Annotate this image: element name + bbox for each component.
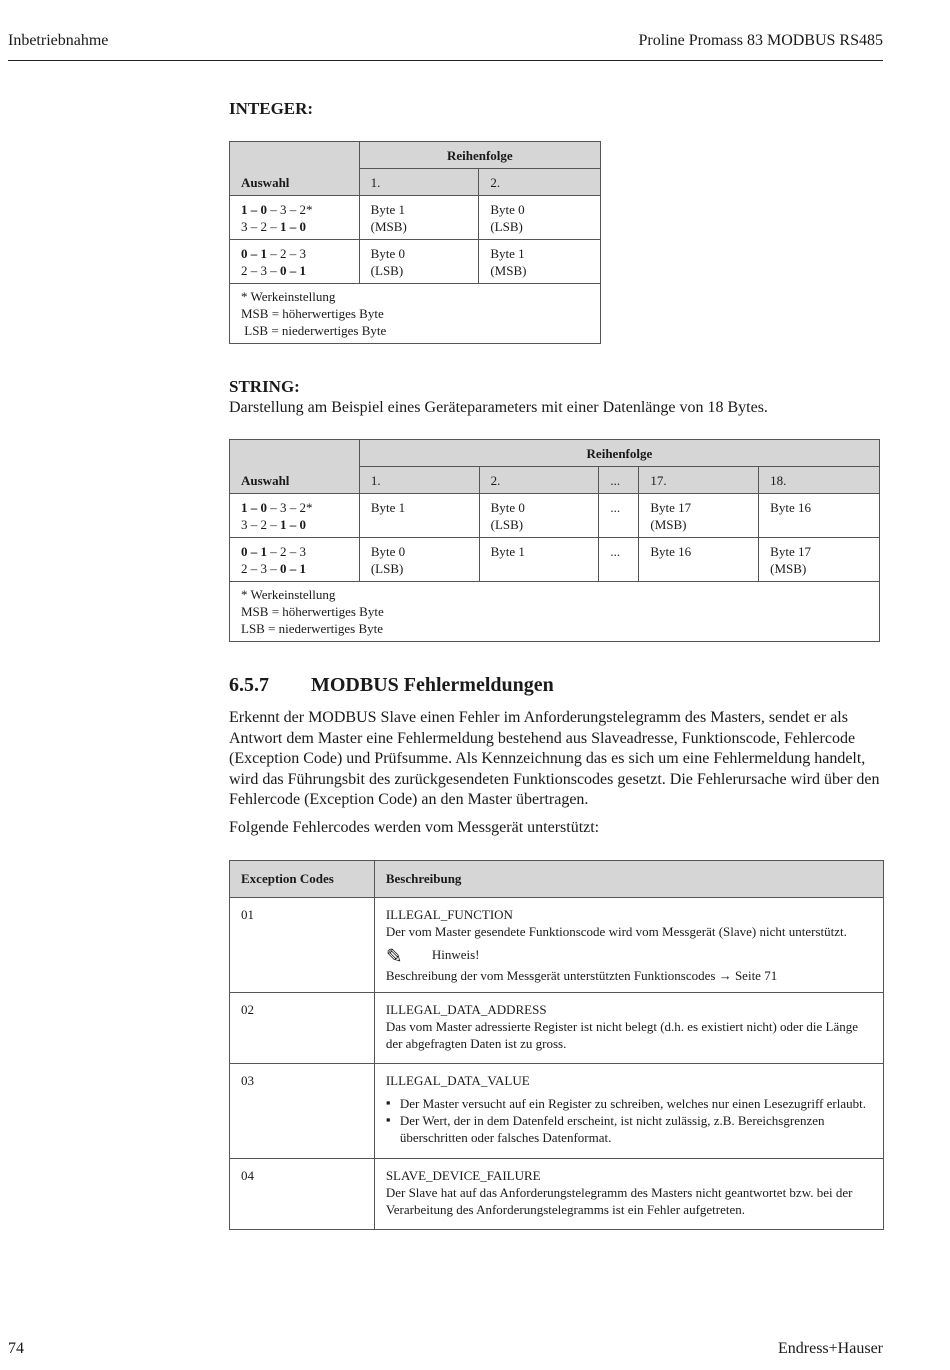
cell-line: Byte 0 <box>490 500 525 515</box>
cell-line: Byte 0 <box>370 544 406 559</box>
sel-bold: 1 – 0 <box>241 202 267 217</box>
sel-rest: 3 – 2 – <box>241 517 280 532</box>
integer-header-col2: 2. <box>479 169 601 196</box>
cell-line: (LSB) <box>490 219 523 234</box>
integer-cell <box>479 196 601 240</box>
string-cell <box>639 494 759 538</box>
header-chapter: Inbetriebnahme <box>8 32 109 49</box>
exception-name: ILLEGAL_DATA_VALUE <box>385 1073 530 1088</box>
exception-description <box>374 993 883 1064</box>
cell-line: Byte 16 <box>650 544 692 559</box>
table-row <box>230 898 884 993</box>
string-cell: ... <box>599 538 639 582</box>
table-row <box>230 240 601 284</box>
sel-bold: 1 – 0 <box>280 517 306 532</box>
cell-line: Byte 1 <box>370 500 406 515</box>
exception-description <box>374 898 883 993</box>
string-selection-cell <box>230 538 360 582</box>
string-cell <box>759 494 880 538</box>
string-table <box>229 439 880 642</box>
integer-cell <box>359 240 479 284</box>
cell-line: Byte 17 <box>770 544 811 559</box>
cell-line: Byte 16 <box>770 500 811 515</box>
page-number: 74 <box>8 1340 24 1357</box>
string-cell <box>759 538 880 582</box>
cell-line: Byte 1 <box>490 544 525 559</box>
sel-rest: 3 – 2 – <box>241 219 280 234</box>
string-header-reihenfolge: Reihenfolge <box>359 440 879 467</box>
sel-bold: 1 – 0 <box>280 219 306 234</box>
string-cell: ... <box>599 494 639 538</box>
cell-line: (MSB) <box>650 517 687 532</box>
string-cell <box>359 538 479 582</box>
cell-line: (LSB) <box>490 517 524 532</box>
section-paragraph-intro: Folgende Fehlercodes werden vom Messgerät unterstützt: <box>229 819 600 836</box>
cell-line: (MSB) <box>770 561 807 576</box>
list-item: ▪ Der Master versucht auf ein Register zu schreiben, welches nur einen Lesezugriff erlaubt. <box>386 1095 872 1112</box>
cell-line: (MSB) <box>490 263 527 278</box>
note-line: * Werkeinstellung <box>241 289 336 304</box>
cell-line: (LSB) <box>370 263 404 278</box>
string-notes <box>230 582 880 642</box>
hint-text: Beschreibung der vom Messgerät unterstützten Funktionscodes → Seite 71 <box>385 967 778 983</box>
exception-description <box>374 1159 883 1230</box>
string-cell <box>359 494 479 538</box>
table-row <box>230 1064 884 1159</box>
integer-notes <box>230 284 601 344</box>
hint-row <box>385 943 872 968</box>
string-cell <box>479 494 599 538</box>
exception-code: 02 <box>230 993 375 1064</box>
string-header-col: ... <box>599 467 639 494</box>
section-number: 6.5.7 <box>229 674 269 696</box>
string-header-col: 2. <box>479 467 599 494</box>
exception-name: ILLEGAL_FUNCTION <box>385 907 513 922</box>
footer-brand: Endress+Hauser <box>778 1340 883 1357</box>
integer-cell <box>359 196 479 240</box>
section-title-text: MODBUS Fehlermeldungen <box>311 674 554 696</box>
string-header-col: 1. <box>359 467 479 494</box>
note-line: MSB = höherwertiges Byte <box>241 604 384 619</box>
cell-line: (LSB) <box>370 561 404 576</box>
note-line: MSB = höherwertiges Byte <box>241 306 384 321</box>
table-row <box>230 196 601 240</box>
sel-rest: – 2 – 3 <box>267 544 306 559</box>
integer-header-col1: 1. <box>359 169 479 196</box>
list-item: ▪ Der Wert, der in dem Datenfeld erscheint, ist nicht zulässig, z.B. Bereichsgrenzen überschritten oder falsches Datenformat. <box>386 1112 872 1146</box>
exception-description <box>374 1064 883 1159</box>
exception-bullet-list <box>386 1095 872 1146</box>
exception-table <box>229 860 884 1230</box>
header-rule <box>8 60 883 61</box>
table-row <box>230 494 880 538</box>
integer-header-empty <box>230 142 360 169</box>
integer-header-reihenfolge: Reihenfolge <box>359 142 600 169</box>
cell-line: Byte 0 <box>490 202 525 217</box>
string-intro: Darstellung am Beispiel eines Geräteparameters mit einer Datenlänge von 18 Bytes. <box>229 399 768 416</box>
table-row <box>230 993 884 1064</box>
exception-header-desc: Beschreibung <box>374 861 883 898</box>
exception-code: 01 <box>230 898 375 993</box>
integer-selection-cell <box>230 196 360 240</box>
cell-line: Byte 17 <box>650 500 692 515</box>
string-header-auswahl: Auswahl <box>230 467 360 494</box>
exception-text: Das vom Master adressierte Register ist nicht belegt (d.h. es existiert nicht) oder die Länge der abgefragten Daten ist zu gross. <box>385 1019 859 1051</box>
sel-rest: 2 – 3 – <box>241 561 280 576</box>
string-header-col: 17. <box>639 467 759 494</box>
sel-rest: 2 – 3 – <box>241 263 280 278</box>
table-row <box>230 1159 884 1230</box>
integer-header-auswahl: Auswahl <box>230 169 360 196</box>
cell-line: Byte 0 <box>370 246 405 261</box>
cell-line: Byte 1 <box>370 202 405 217</box>
pencil-note-icon: ✎ <box>385 943 403 968</box>
integer-selection-cell <box>230 240 360 284</box>
string-cell <box>639 538 759 582</box>
hint-label: Hinweis! <box>431 947 480 962</box>
cell-line: (MSB) <box>370 219 407 234</box>
integer-cell <box>479 240 601 284</box>
string-selection-cell <box>230 494 360 538</box>
note-line: LSB = niederwertiges Byte <box>241 621 383 636</box>
sel-rest: – 3 – 2* <box>267 202 313 217</box>
section-title <box>229 674 554 697</box>
section-paragraph: Erkennt der MODBUS Slave einen Fehler im Anforderungstelegramm des Masters, sendet er als Antwort dem Master eine Fehlermeldung bestehend aus Slaveadresse, Funktionscode, Fehlercode (Exception Code) und Prüfsumme. Als Kennzeichnung das es sich um eine Fehlermeldung handelt, wird das Führungsbit des zurückgesendeten Funktionscodes gesetzt. Die Fehlerursache wird über den Fehlercode (Exception Code) an den Master übertragen. <box>229 709 880 808</box>
sel-bold: 0 – 1 <box>280 561 306 576</box>
exception-name: SLAVE_DEVICE_FAILURE <box>385 1168 541 1183</box>
cell-line: Byte 1 <box>490 246 525 261</box>
sel-bold: 0 – 1 <box>241 544 267 559</box>
exception-text: Der vom Master gesendete Funktionscode wird vom Messgerät (Slave) nicht unterstützt. <box>385 924 847 939</box>
header-product: Proline Promass 83 MODBUS RS485 <box>638 32 883 49</box>
table-row <box>230 582 880 642</box>
sel-rest: – 2 – 3 <box>267 246 306 261</box>
string-header-empty <box>230 440 360 467</box>
table-row <box>230 284 601 344</box>
sel-bold: 0 – 1 <box>280 263 306 278</box>
table-row <box>230 538 880 582</box>
note-line: LSB = niederwertiges Byte <box>241 323 387 338</box>
integer-heading: INTEGER: <box>229 99 314 118</box>
exception-text: Der Slave hat auf das Anforderungstelegramm des Masters nicht geantwortet bzw. bei der Verarbeitung des Anforderungstelegramms ist ein Fehler aufgetreten. <box>385 1185 853 1217</box>
string-cell <box>479 538 599 582</box>
exception-code: 04 <box>230 1159 375 1230</box>
sel-rest: – 3 – 2* <box>267 500 313 515</box>
string-heading: STRING: <box>229 377 300 396</box>
string-header-col: 18. <box>759 467 880 494</box>
sel-bold: 0 – 1 <box>241 246 267 261</box>
exception-header-code: Exception Codes <box>230 861 375 898</box>
integer-table <box>229 141 601 344</box>
sel-bold: 1 – 0 <box>241 500 267 515</box>
exception-code: 03 <box>230 1064 375 1159</box>
note-line: * Werkeinstellung <box>241 587 336 602</box>
exception-name: ILLEGAL_DATA_ADDRESS <box>385 1002 547 1017</box>
